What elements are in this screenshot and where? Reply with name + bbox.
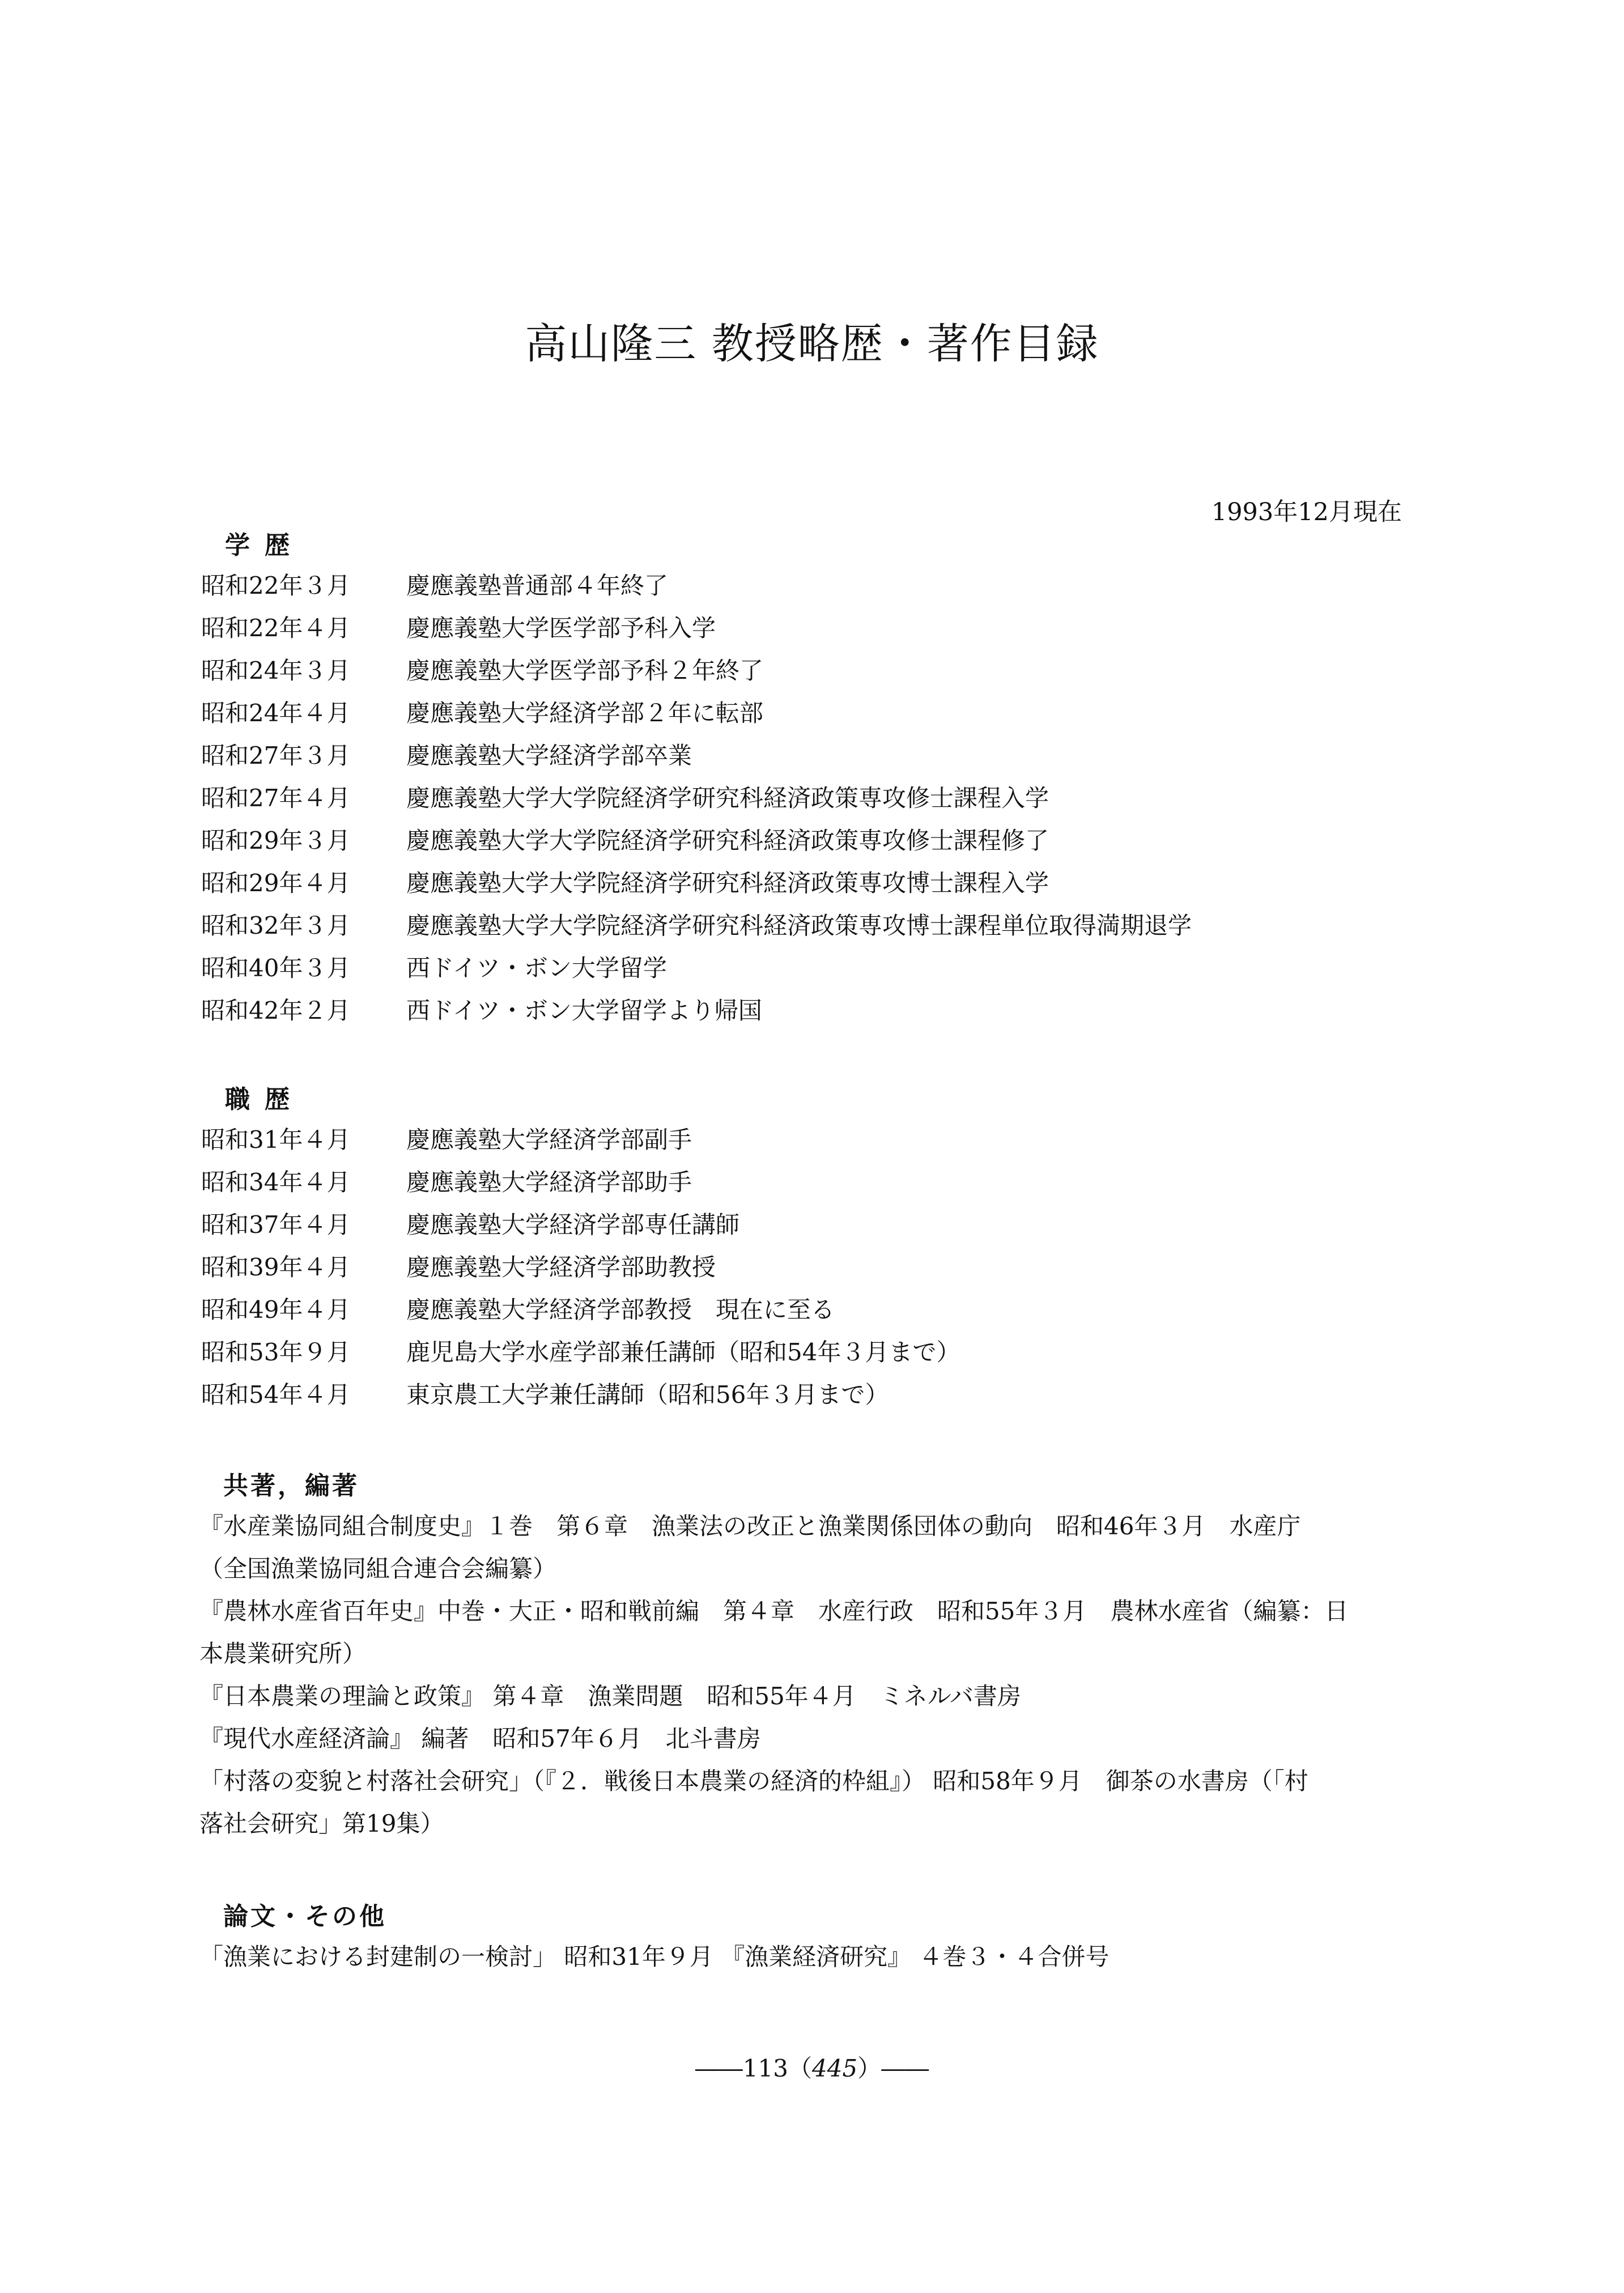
education-entry-description: 慶應義塾大学大学院経済学研究科経済政策専攻博士課程単位取得満期退学 — [406, 912, 1192, 939]
career-entry-row — [201, 1288, 1408, 1331]
career-entry-description: 慶應義塾大学経済学部助教授 — [406, 1253, 716, 1281]
book-entry-line: 「村落の変貌と村落社会研究」（『２．戦後日本農業の経済的枠組』） 昭和58年９月 御茶の水書房（「村 — [199, 1767, 1308, 1795]
education-heading: 学歴 — [225, 531, 304, 560]
education-entry-description: 慶應義塾大学医学部予科２年終了 — [406, 657, 764, 684]
book-entry-line: （全国漁業協同組合連合会編纂） — [199, 1555, 557, 1582]
page-title: 高山隆三 教授略歴・著作目録 — [525, 320, 1099, 368]
career-entry-date: 昭和54年４月 — [201, 1381, 351, 1409]
books-section — [199, 1467, 1406, 1845]
education-entry-row — [201, 649, 1408, 692]
education-entry-description: 慶應義塾大学大学院経済学研究科経済政策専攻修士課程入学 — [406, 784, 1049, 812]
education-list — [201, 564, 1408, 1032]
career-entry-date: 昭和31年４月 — [201, 1126, 351, 1154]
career-section — [201, 1081, 1408, 1416]
career-entry-description: 慶應義塾大学経済学部教授 現在に至る — [406, 1296, 835, 1324]
career-entry-date: 昭和37年４月 — [201, 1211, 351, 1239]
book-entry-line: 『日本農業の理論と政策』 第４章 漁業問題 昭和55年４月 ミネルバ書房 — [199, 1682, 1021, 1710]
career-entry-row — [201, 1246, 1408, 1288]
education-entry-date: 昭和32年３月 — [201, 912, 351, 939]
education-entry-date: 昭和29年４月 — [201, 869, 351, 897]
education-entry-row — [201, 947, 1408, 989]
education-entry-date: 昭和29年３月 — [201, 827, 351, 854]
page-number: 113 — [742, 2054, 788, 2082]
page-footer: ――113（445）―― — [695, 2054, 929, 2082]
career-heading: 職歴 — [225, 1085, 304, 1114]
education-entry-description: 慶應義塾大学大学院経済学研究科経済政策専攻博士課程入学 — [406, 869, 1049, 897]
education-entry-date: 昭和40年３月 — [201, 954, 351, 982]
education-entry-description: 慶應義塾大学大学院経済学研究科経済政策専攻修士課程修了 — [406, 827, 1049, 854]
education-entry-description: 慶應義塾普通部４年終了 — [406, 572, 669, 599]
career-entry-date: 昭和53年９月 — [201, 1338, 351, 1366]
books-list — [199, 1505, 1406, 1845]
career-entry-row — [201, 1203, 1408, 1246]
education-section — [201, 527, 1408, 1032]
papers-heading: 論文・その他 — [223, 1902, 386, 1931]
career-entry-description: 慶應義塾大学経済学部助手 — [406, 1168, 692, 1196]
book-entry-line: 本農業研究所） — [199, 1640, 367, 1667]
papers-list — [199, 1935, 1406, 1978]
education-entry-description: 慶應義塾大学経済学部卒業 — [406, 742, 692, 769]
career-entry-date: 昭和49年４月 — [201, 1296, 351, 1324]
career-entry-row — [201, 1331, 1408, 1373]
education-entry-row — [201, 862, 1408, 904]
as-of-date: 1993年12月現在 — [1211, 498, 1402, 526]
education-entry-date: 昭和27年３月 — [201, 742, 351, 769]
education-entry-date: 昭和24年４月 — [201, 699, 351, 727]
paper-entry-line: 「漁業における封建制の一検討」 昭和31年９月 『漁業経済研究』 ４巻３・４合併号 — [199, 1943, 1109, 1971]
education-entry-date: 昭和22年４月 — [201, 614, 351, 642]
education-entry-date: 昭和27年４月 — [201, 784, 351, 812]
education-entry-row — [201, 904, 1408, 947]
books-heading: 共著，編著 — [223, 1471, 359, 1500]
education-entry-row — [201, 607, 1408, 649]
education-entry-row — [201, 564, 1408, 607]
education-entry-row — [201, 819, 1408, 862]
career-entry-row — [201, 1118, 1408, 1161]
education-entry-row — [201, 777, 1408, 819]
book-entry-line: 『農林水産省百年史』中巻・大正・昭和戦前編 第４章 水産行政 昭和55年３月 農林水産省（編纂：日 — [199, 1597, 1349, 1625]
book-entry-line: 『水産業協同組合制度史』１巻 第６章 漁業法の改正と漁業関係団体の動向 昭和46年３月 水産庁 — [199, 1512, 1301, 1540]
education-entry-row — [201, 692, 1408, 734]
career-entry-row — [201, 1373, 1408, 1416]
book-entry-line: 落社会研究」第19集） — [199, 1810, 444, 1837]
education-entry-description: 西ドイツ・ボン大学留学より帰国 — [406, 997, 762, 1024]
career-entry-description: 慶應義塾大学経済学部専任講師 — [406, 1211, 740, 1239]
education-entry-row — [201, 734, 1408, 777]
education-entry-description: 慶應義塾大学経済学部２年に転部 — [406, 699, 764, 727]
book-entry-line: 『現代水産経済論』 編著 昭和57年６月 北斗書房 — [199, 1725, 761, 1752]
footer-dash-left: ―― — [695, 2054, 743, 2082]
education-entry-date: 昭和42年２月 — [201, 997, 351, 1024]
original-page-number: 445 — [812, 2054, 858, 2082]
education-entry-date: 昭和22年３月 — [201, 572, 351, 599]
education-entry-description: 西ドイツ・ボン大学留学 — [406, 954, 667, 982]
papers-section — [199, 1898, 1406, 1978]
career-list — [201, 1118, 1408, 1416]
education-entry-row — [201, 989, 1408, 1032]
education-entry-date: 昭和24年３月 — [201, 657, 351, 684]
footer-dash-right: ―― — [881, 2054, 929, 2082]
career-entry-description: 東京農工大学兼任講師（昭和56年３月まで） — [406, 1381, 889, 1409]
career-entry-description: 鹿児島大学水産学部兼任講師（昭和54年３月まで） — [406, 1338, 960, 1366]
career-entry-row — [201, 1161, 1408, 1203]
career-entry-date: 昭和34年４月 — [201, 1168, 351, 1196]
career-entry-date: 昭和39年４月 — [201, 1253, 351, 1281]
career-entry-description: 慶應義塾大学経済学部副手 — [406, 1126, 692, 1154]
education-entry-description: 慶應義塾大学医学部予科入学 — [406, 614, 716, 642]
